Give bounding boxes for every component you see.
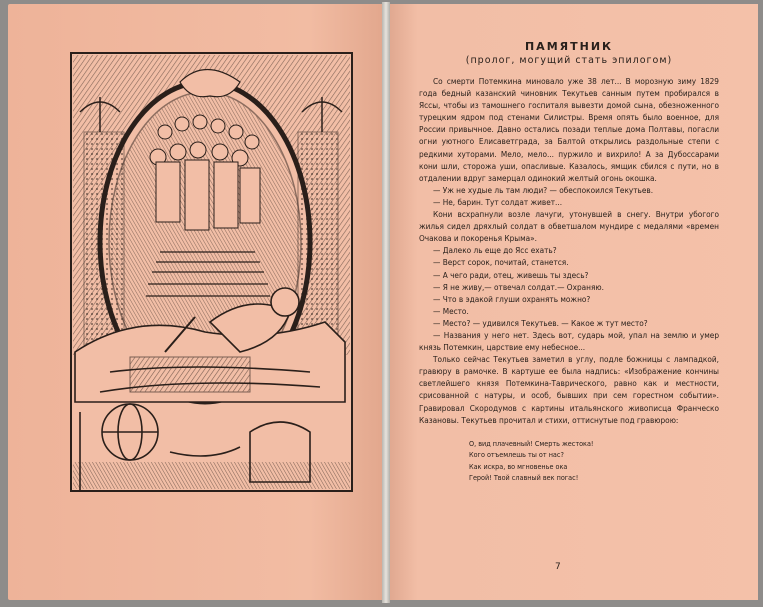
verse-line: О, вид плачевный! Смерть жестока! (469, 438, 594, 448)
paragraph: — А чего ради, отец, живешь ты здесь? (433, 269, 589, 280)
right-page-text (419, 40, 719, 483)
paragraph: — Далеко ль еще до Ясс ехать? (433, 245, 557, 256)
paragraph: — Место. (433, 305, 469, 316)
verse-line: Кого отъемлешь ты от нас? (469, 450, 564, 460)
page-number: 7 (555, 562, 561, 572)
book-gutter (382, 2, 390, 603)
paragraph: Кони всхрапнули возле лачуги, утонувшей в снегу. Внутри убогого жилья сидел дряхлый солдат в обветшалом мундире с медалями «времен Очакова и покоренья Крыма». (419, 209, 719, 244)
verse-block (469, 438, 719, 484)
paragraph: — Место? — удивился Текутьев. — Какое ж тут место? (433, 317, 648, 328)
paragraph: — Не, барин. Тут солдат живет... (433, 196, 563, 207)
verse-line: Как искра, во мгновенье ока (469, 461, 568, 471)
paragraph: — Что в эдакой глуши охранять можно? (433, 293, 591, 304)
paragraph: — Я не живу,— отвечал солдат.— Охраняю. (433, 281, 604, 292)
paragraph: — Уж не худые ль там люди? — обеспокоился Текутьев. (433, 184, 654, 195)
paragraph: — Верст сорок, почитай, станется. (433, 257, 569, 268)
paragraph: Только сейчас Текутьев заметил в углу, подле божницы с лампадкой, гравюру в рамочке. В картуше ее была надпись: «Изображение кончины светлейшего князя Потемкина-Таврического, равно как и местности, срисованной с натуры, и особ, бывших при сем горестном событии». Гравировал Скородумов с картины итальянского живописца Франческо Казановы. Текутьев прочитал и стихи, оттиснутые под гравюрою: (419, 354, 719, 425)
verse-line: Герой! Твой славный век погас! (469, 472, 579, 482)
engraving-illustration (70, 52, 353, 492)
chapter-body (419, 75, 719, 426)
paragraph: — Названия у него нет. Здесь вот, сударь мой, упал на землю и умер князь Потемкин, царствие ему небесное... (419, 329, 719, 353)
chapter-title: ПАМЯТНИК (524, 40, 614, 53)
chapter-subtitle: (пролог, могущий стать эпилогом) (465, 55, 673, 66)
paragraph: Со смерти Потемкина миновало уже 38 лет... В морозную зиму 1829 года бедный казанский чиновник Текутьев санным путем пробирался в Яссы, чтобы из тамошнего госпиталя вывезти домой сына, обезноженного турецким ядром под стенами Силистры. Время опять было военное, для России привычное. Давно остались позади теплые дома Полтавы, погасли огни уютного Елисаветграда, за Балтой открылись раздольные степи с редкими хуторами. Мело, мело... пуржило и вихрило! А за Дубоссарами кони шли, сторожа уши, опасливые. Казалось, ямщик сбился с пути, но в отдалении вдруг замерцал одинокий желтый огонь окошка. (419, 76, 719, 183)
